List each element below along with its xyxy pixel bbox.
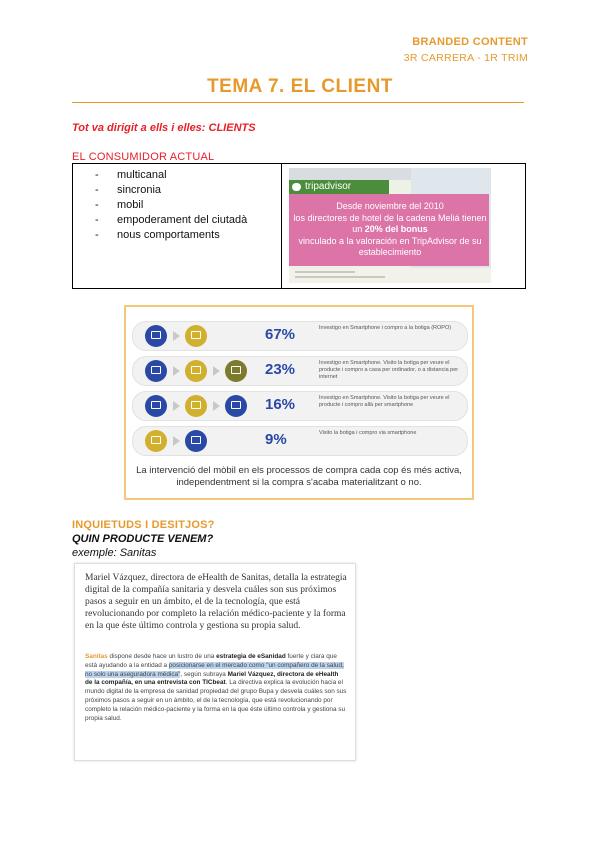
cart-icon [145,430,167,452]
caption-line-2: independentment si la compra s'acaba materialitzant o no. [176,477,422,488]
article-body [85,653,347,723]
bullet-item: - mobil [95,198,247,213]
text-line [295,271,355,273]
ta-bonus: 20% del bonus [364,224,428,234]
arrow-icon [173,436,180,446]
percent-value: 9% [265,431,287,448]
cart-icon [185,395,207,417]
article-text: , según subraya [180,670,228,678]
section-heading-consumer: EL CONSUMIDOR ACTUAL [72,151,215,163]
smartphone-icon [225,395,247,417]
article-org: Sanitas [85,653,108,660]
arrow-icon [213,401,220,411]
section-heading-desires: INQUIETUDS I DESITJOS? [72,519,215,531]
bullet-item: - nous comportaments [95,228,247,243]
sanitas-article-image [74,563,356,761]
bullet-item: - multicanal [95,168,247,183]
consumer-bullet-list [95,168,247,243]
page-title: TEMA 7. EL CLIENT [207,76,393,97]
infographic-row [132,356,468,386]
ta-line-3 [289,224,491,236]
example-label: exemple: Sanitas [72,547,157,559]
article-text: fuerte y clara que está ayudando a la entidad a [85,653,337,669]
infographic-caption [126,465,472,489]
tripadvisor-caption [289,201,491,259]
table-divider [281,163,282,289]
brand-label: BRANDED CONTENT [412,36,528,48]
arrow-icon [173,366,180,376]
article-text: dispone desde hace un lustro de una [107,653,217,660]
row-description: Investigo en Smartphone. Visito la botiga per veure el producte i compro allà per smartphone [319,395,450,408]
text-line [295,276,385,278]
article-text: . La directiva explica la evolución hacia el mundo digital de la empresa de sanidad propiedad del grupo Bupa y desvela cuáles son sus próximos pasos a seguir en un ámbito, el de la tecnología, que está revolucionando por completo la relación médico-paciente y la forma en la que éste último controla y gestiona su propia salud. [85,679,347,722]
smartphone-icon [145,325,167,347]
ta-line-5: establecimiento [358,247,422,257]
infographic-row [132,426,468,456]
smartphone-icon [145,360,167,382]
arrow-icon [213,366,220,376]
row-description: Investigo en Smartphone. Visito la botiga per veure el producte i compro a casa per ordinador, o a distancia per internet [319,360,459,380]
arrow-icon [173,401,180,411]
course-label: 3R CARRERA - 1R TRIM [403,52,528,64]
product-question: QUIN PRODUCTE VENEM? [72,533,214,545]
bullet-item: - empoderament del ciutadà [95,213,247,228]
arrow-icon [173,331,180,341]
owl-icon [292,183,301,191]
ta-line-1: Desde noviembre del 2010 [336,201,444,211]
bullet-item: - sincronia [95,183,247,198]
ta-line-4: vinculado a la valoración en TripAdvisor de su [298,235,482,246]
page-footer-lines [289,268,491,283]
article-strong: estrategia de eSanidad [216,653,286,660]
percent-value: 16% [265,396,296,413]
mobile-purchase-infographic [124,305,474,500]
smartphone-icon [145,395,167,417]
caption-line-1: La intervenció del mòbil en els processos de compra cada cop és més activa, [136,465,462,476]
title-divider [72,102,524,103]
article-strong: Mariel Vázquez, directora de eHealth de la compañía, en una entrevista con TICbeat [85,670,339,687]
article-highlight: posicionarse en el mercado como "un compañero de la salud, no solo una aseguradora médica" [85,661,344,678]
cart-icon [185,325,207,347]
cart-icon [185,360,207,382]
laptop-icon [225,360,247,382]
ta-line-2: los directores de hotel de la cadena Meliá tienen [293,212,487,223]
smartphone-icon [185,430,207,452]
infographic-row [132,321,468,351]
article-lead: Mariel Vázquez, directora de eHealth de Sanitas, detalla la estrategia digital de la compañía sanitaria y desvela cuáles son sus próximos pasos a seguir en un ámbito, el de la tecnología, que está revolucionando por completo la relación médico-paciente y la forma en la que éste último controla y gestiona su propia salud. [85,573,347,631]
infographic-row [132,391,468,421]
row-description: Investigo en Smartphone i compro a la botiga (ROPO) [319,325,452,331]
row-description: Visito la botiga i compro via smartphone [319,430,417,436]
percent-value: 23% [265,361,296,378]
tripadvisor-logo: tripadvisor [289,180,389,194]
intro-text: Tot va dirigit a ells i elles: CLIENTS [72,122,256,134]
ta-line-3-pre: un [352,224,363,234]
percent-value: 67% [265,326,296,343]
tripadvisor-image [289,168,491,283]
